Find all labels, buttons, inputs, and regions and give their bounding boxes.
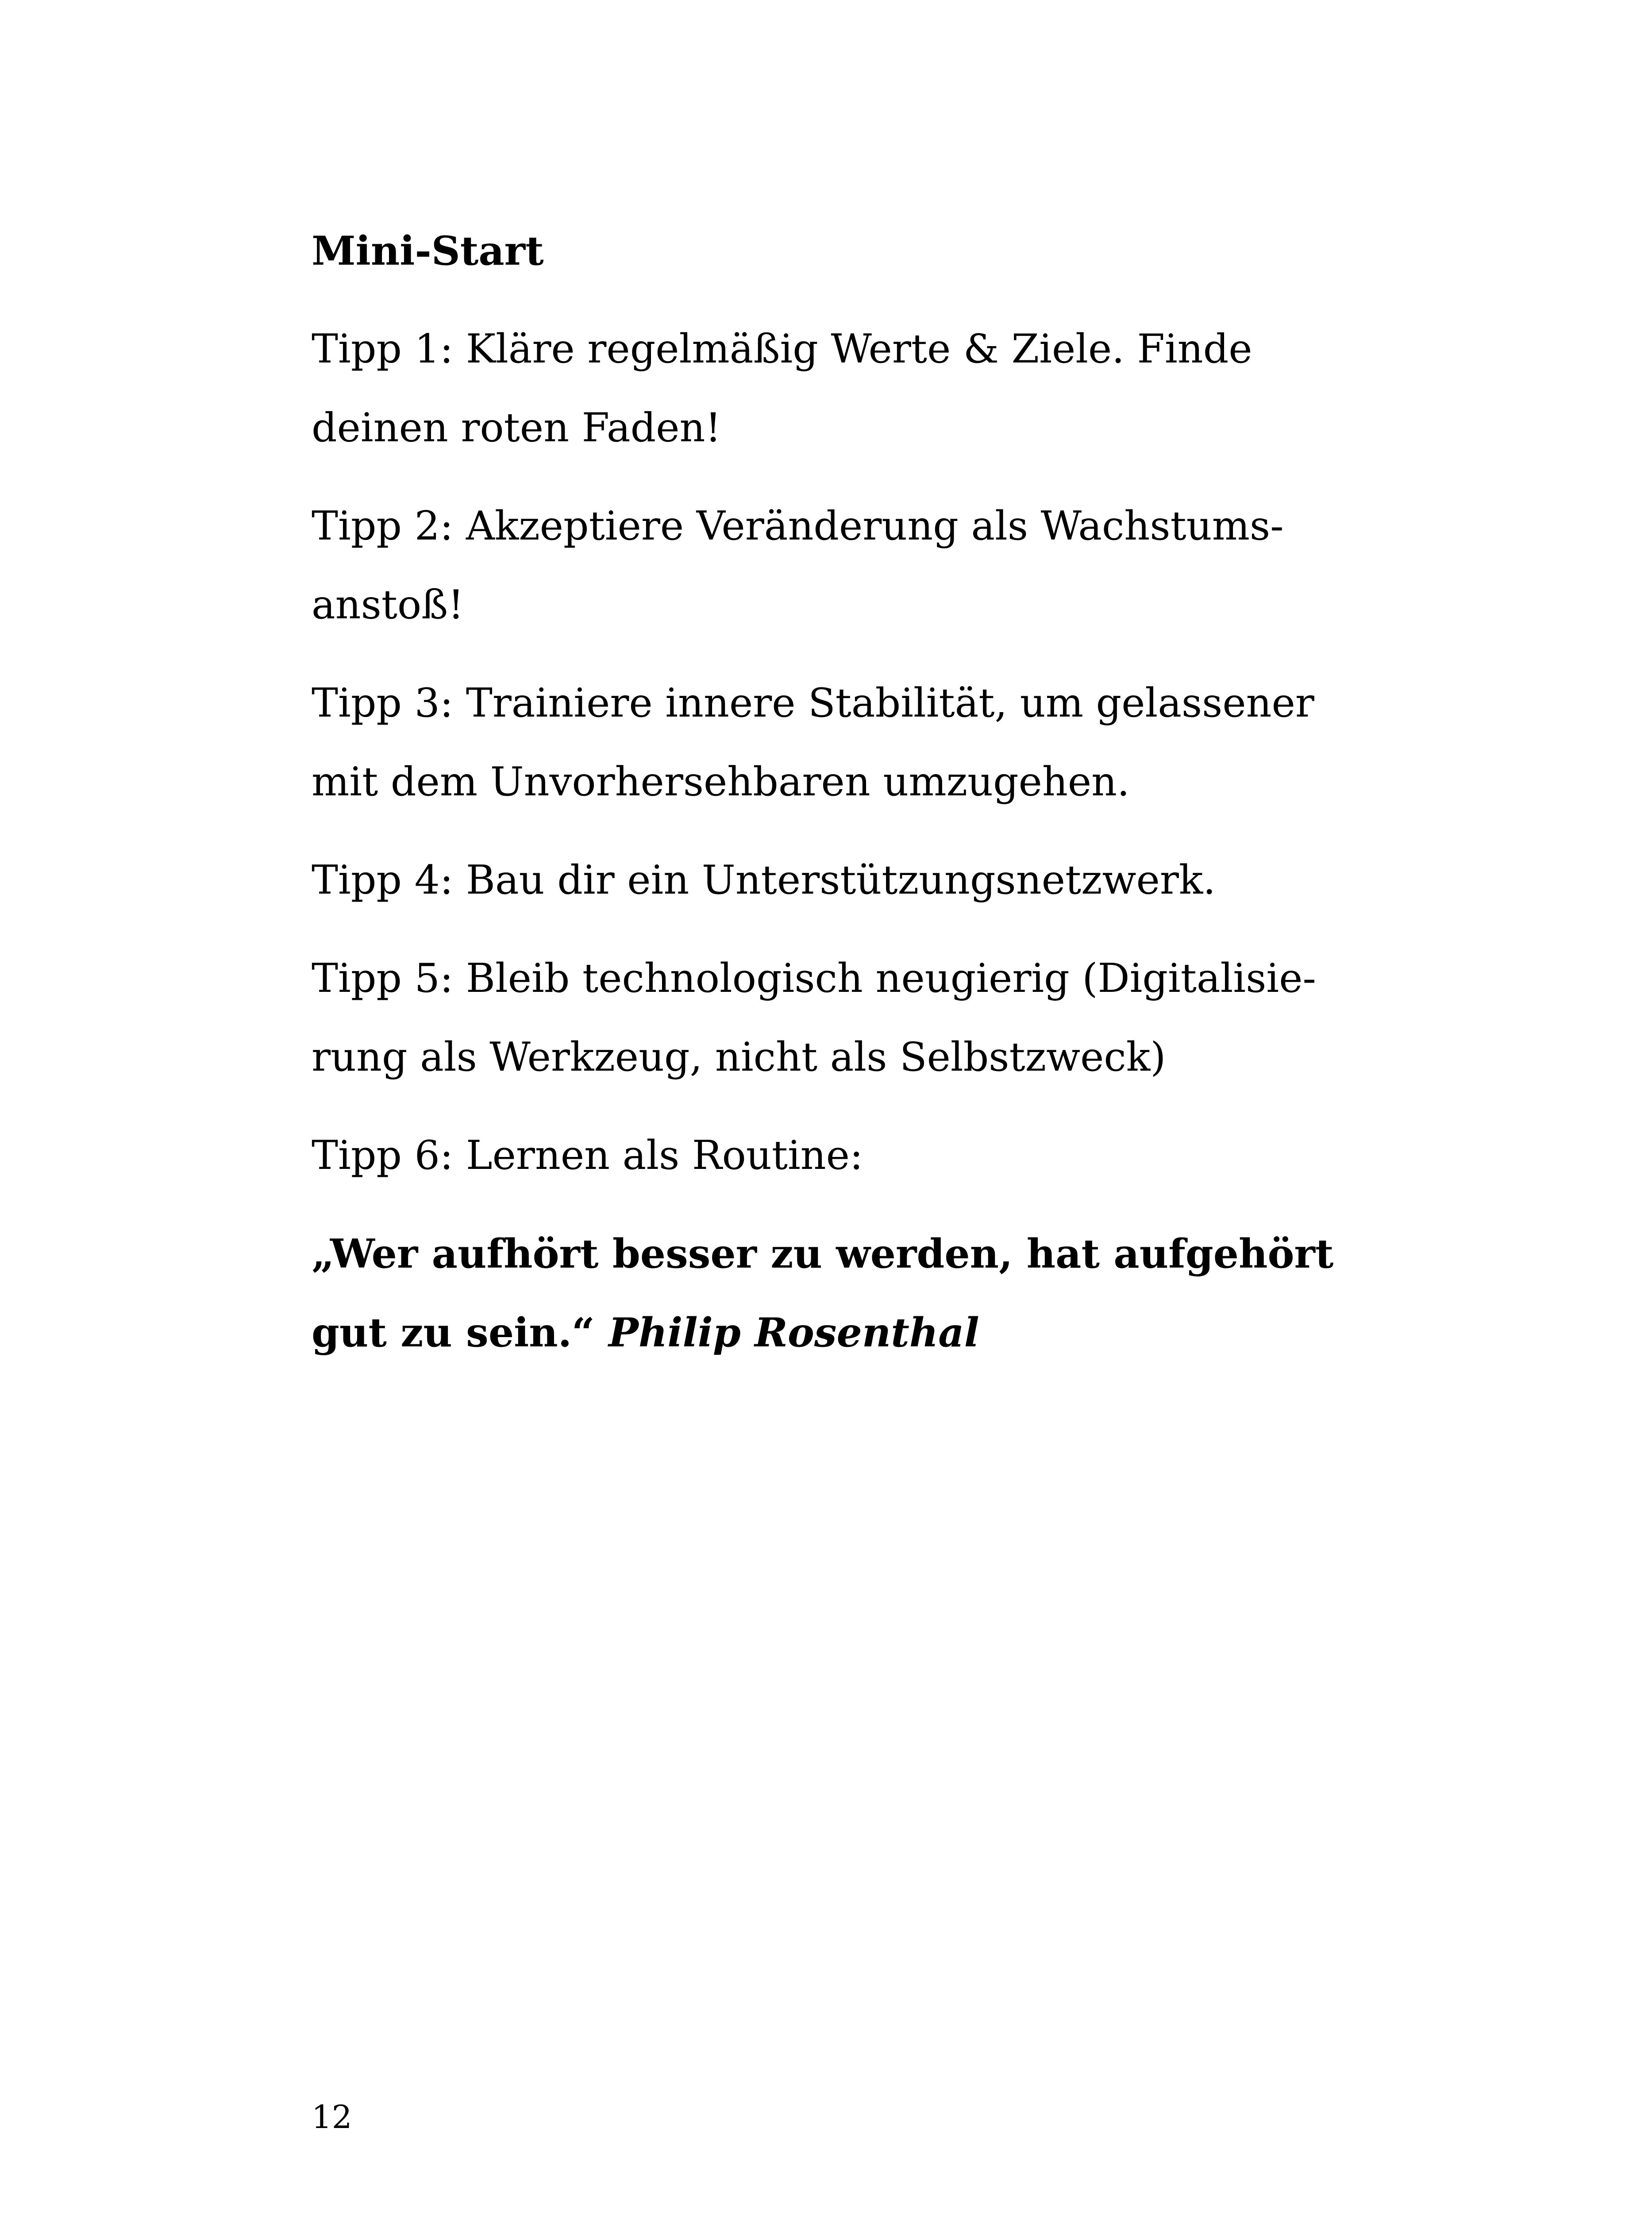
page-number: 12 [312,2098,352,2136]
quote-text-end: gut zu sein.“ [312,1309,595,1356]
quote-author: Philip Rosenthal [608,1309,979,1356]
tip-2-line-1: Tipp 2: Akzeptiere Veränderung als Wachstums- [312,503,1284,549]
tip-1 [312,310,1396,467]
tip-3-line-1: Tipp 3: Trainiere innere Stabilität, um gelassener [312,680,1314,726]
tip-5 [312,939,1396,1097]
quote-line-2 [312,1293,1396,1372]
tip-4-line-1: Tipp 4: Bau dir ein Unterstützungsnetzwerk. [312,857,1216,903]
quote-line-1: „Wer aufhört besser zu werden, hat aufgehört [312,1230,1334,1277]
quote-block [312,1214,1396,1372]
tip-3 [312,664,1396,821]
tip-5-line-2: rung als Werkzeug, nicht als Selbstzweck) [312,1034,1166,1080]
tip-5-line-1: Tipp 5: Bleib technologisch neugierig (Digitalisie- [312,955,1316,1002]
page-content [312,212,1396,1372]
tip-2 [312,487,1396,644]
tip-1-line-2: deinen roten Faden! [312,405,721,451]
tip-3-line-2: mit dem Unvorhersehbaren umzugehen. [312,759,1130,805]
tip-6 [312,1116,1396,1195]
tip-1-line-1: Tipp 1: Kläre regelmäßig Werte & Ziele. Finde [312,326,1252,372]
tip-4 [312,841,1396,920]
section-heading: Mini-Start [312,227,544,274]
tip-2-line-2: anstoß! [312,582,464,628]
tip-6-line-1: Tipp 6: Lernen als Routine: [312,1132,863,1179]
